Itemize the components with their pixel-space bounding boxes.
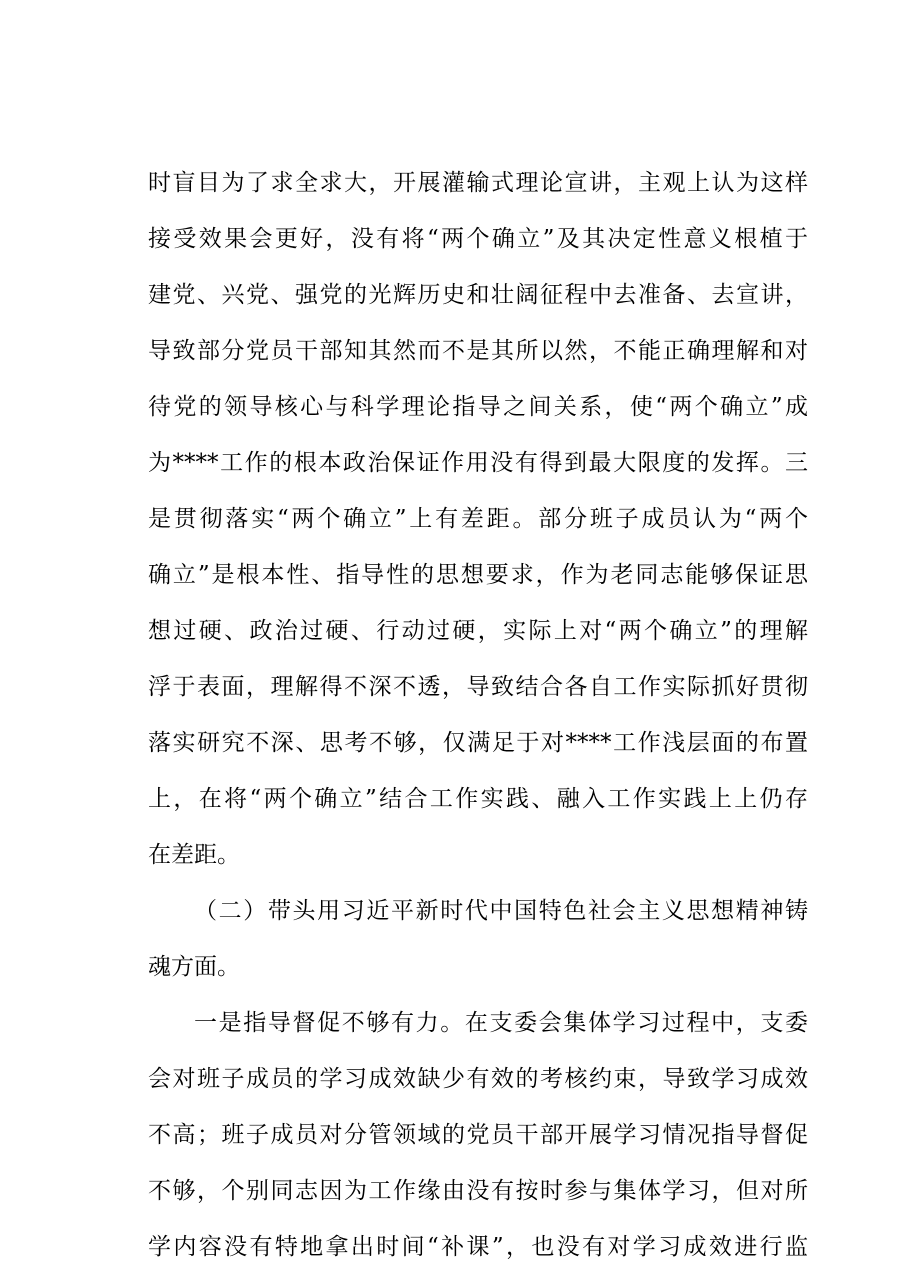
text-line: 时盲目为了求全求大，开展灌输式理论宣讲，主观上认为这样: [148, 170, 808, 196]
body-text: [148, 155, 808, 1275]
text-line: 落实研究不深、思考不够，仅满足于对****工作浅层面的布置: [148, 730, 808, 756]
text-line: 为****工作的根本政治保证作用没有得到最大限度的发挥。三: [148, 450, 808, 476]
text-line: 导致部分党员干部知其然而不是其所以然，不能正确理解和对: [148, 338, 808, 364]
text-line: 学内容没有特地拿出时间“补课”，也没有对学习成效进行监: [148, 1234, 808, 1260]
text-line: 不够，个别同志因为工作缘由没有按时参与集体学习，但对所: [148, 1178, 808, 1204]
text-line: 浮于表面，理解得不深不透，导致结合各自工作实际抓好贯彻: [148, 674, 808, 700]
text-line: 接受效果会更好，没有将“两个确立”及其决定性意义根植于: [148, 226, 808, 252]
text-line: 确立”是根本性、指导性的思想要求，作为老同志能够保证思: [148, 562, 808, 588]
text-line: 上，在将“两个确立”结合工作实践、融入工作实践上上仍存: [148, 786, 808, 812]
text-line: 待党的领导核心与科学理论指导之间关系，使“两个确立”成: [148, 394, 808, 420]
text-line: 一是指导督促不够有力。在支委会集体学习过程中，支委: [194, 1010, 808, 1036]
text-line: 想过硬、政治过硬、行动过硬，实际上对“两个确立”的理解: [148, 618, 808, 644]
text-line: 不高；班子成员对分管领域的党员干部开展学习情况指导督促: [148, 1122, 808, 1148]
text-line: 会对班子成员的学习成效缺少有效的考核约束，导致学习成效: [148, 1066, 808, 1092]
section-heading-line: 魂方面。: [148, 954, 240, 980]
text-line: 是贯彻落实“两个确立”上有差距。部分班子成员认为“两个: [148, 506, 808, 532]
section-heading-line: （二）带头用习近平新时代中国特色社会主义思想精神铸: [194, 898, 808, 924]
text-line: 在差距。: [148, 842, 240, 868]
text-line: 建党、兴党、强党的光辉历史和壮阔征程中去准备、去宣讲，: [148, 282, 808, 308]
